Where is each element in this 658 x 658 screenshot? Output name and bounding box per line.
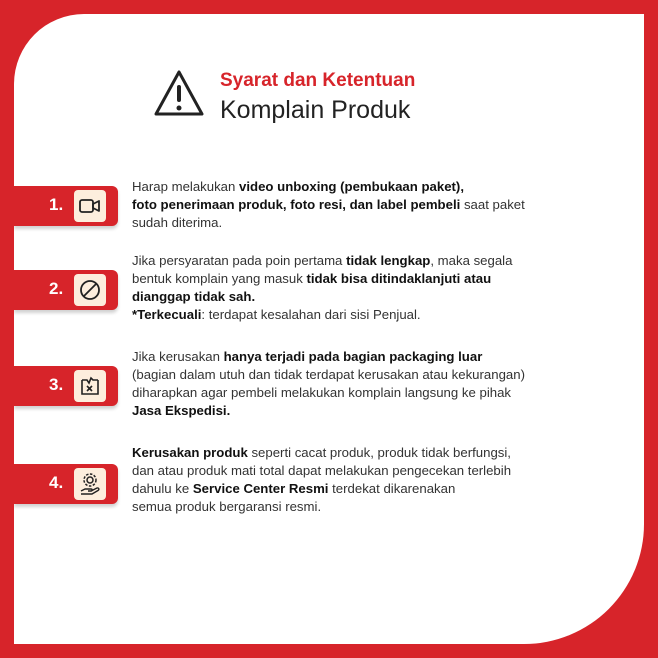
text-line: [132, 288, 622, 306]
bold-text: hanya terjadi pada bagian packaging luar: [223, 349, 483, 364]
item-text: [132, 348, 622, 420]
text-span: dan atau produk mati total dapat melakukan pengecekan terlebih: [132, 463, 512, 478]
prohibited-icon: [78, 278, 102, 302]
text-line: [132, 444, 622, 462]
item-text: [132, 252, 622, 324]
item-number: 3.: [49, 375, 64, 394]
item-number: 2.: [49, 279, 64, 298]
title-red: Syarat dan Ketentuan: [220, 70, 416, 91]
bold-text: tidak bisa ditindaklanjuti atau: [306, 271, 492, 286]
text-line: [132, 462, 622, 480]
item-number: 1.: [49, 195, 64, 214]
text-span: Jika persyaratan pada poin pertama: [132, 253, 347, 268]
item-icon-box: [74, 370, 106, 402]
bold-text: dianggap tidak sah.: [132, 289, 256, 304]
bold-text: Jasa Ekspedisi.: [132, 403, 231, 418]
bold-text: foto penerimaan produk, foto resi, dan label pembeli: [132, 197, 461, 212]
item-number: 4.: [49, 473, 64, 492]
header: [152, 66, 492, 136]
text-line: [132, 306, 622, 324]
bold-text: Kerusakan produk: [132, 445, 248, 460]
video-camera-icon: [78, 194, 102, 218]
content-card: [14, 14, 644, 644]
text-span: : terdapat kesalahan dari sisi Penjual.: [201, 307, 421, 322]
page-title: Komplain Produk: [220, 96, 411, 124]
text-span: dahulu ke: [132, 481, 193, 496]
item-text: [132, 444, 622, 516]
item-icon-box: [74, 274, 106, 306]
item-tab: [14, 270, 118, 310]
text-span: Harap melakukan: [132, 179, 240, 194]
item-tab: [14, 366, 118, 406]
bold-text: *Terkecuali: [132, 307, 202, 322]
text-span: diharapkan agar pembeli melakukan komplain langsung ke pihak: [132, 385, 512, 400]
item-icon-box: [74, 468, 106, 500]
text-span: semua produk bergaransi resmi.: [132, 499, 322, 514]
text-line: [132, 366, 622, 384]
bold-text: video unboxing (pembukaan paket),: [239, 179, 464, 194]
text-span: terdekat dikarenakan: [328, 481, 456, 496]
text-span: bentuk komplain yang masuk: [132, 271, 307, 286]
text-line: [132, 402, 622, 420]
text-span: seperti cacat produk, produk tidak berfungsi,: [247, 445, 511, 460]
text-line: [132, 498, 622, 516]
text-line: [132, 252, 622, 270]
text-span: saat paket: [460, 197, 525, 212]
text-line: [132, 348, 622, 366]
text-span: sudah diterima.: [132, 215, 223, 230]
service-gear-hand-icon: [78, 472, 102, 496]
item-text: [132, 178, 622, 232]
text-span: (bagian dalam utuh dan tidak terdapat kerusakan atau kekurangan): [132, 367, 525, 382]
damaged-box-icon: [78, 374, 102, 398]
text-span: Jika kerusakan: [132, 349, 224, 364]
text-line: [132, 214, 622, 232]
bold-text: tidak lengkap: [346, 253, 431, 268]
text-span: , maka segala: [430, 253, 513, 268]
warning-triangle-icon: [152, 68, 206, 120]
text-line: [132, 196, 622, 214]
text-line: [132, 480, 622, 498]
bold-text: Service Center Resmi: [192, 481, 329, 496]
item-tab: [14, 186, 118, 226]
item-icon-box: [74, 190, 106, 222]
text-line: [132, 270, 622, 288]
text-line: [132, 384, 622, 402]
item-tab: [14, 464, 118, 504]
text-line: [132, 178, 622, 196]
